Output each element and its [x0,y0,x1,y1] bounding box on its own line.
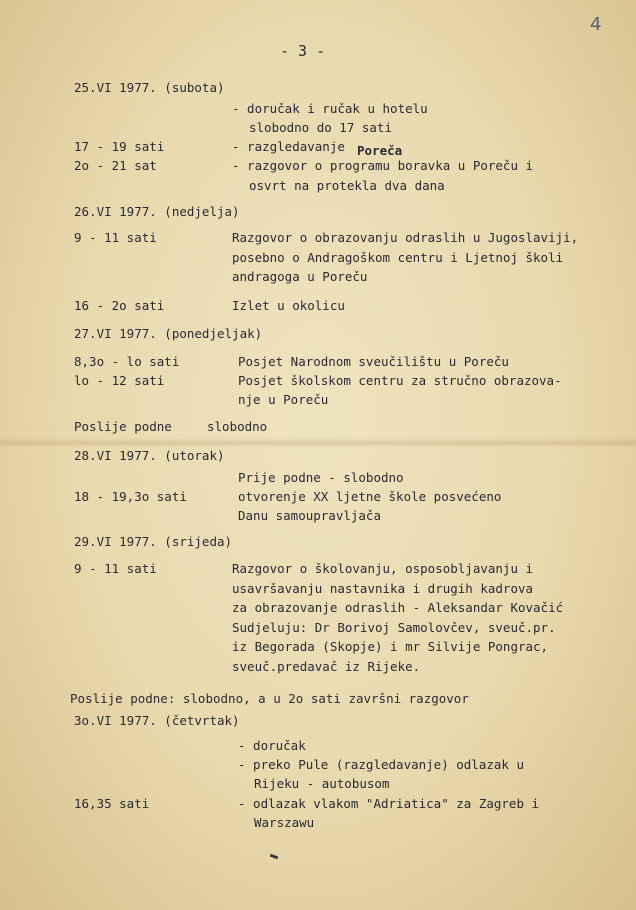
date-heading-29-vi: 29.VI 1977. (srijeda) [74,534,233,549]
agenda-line: slobodno [207,419,268,434]
time-cell: 2o - 21 sat [74,158,157,173]
corner-page-mark: 4 [590,14,602,35]
time-cell: 16 - 2o sati [74,298,165,313]
time-cell: 16,35 sati [74,796,150,811]
agenda-line: Rijeku - autobusom [254,776,390,791]
agenda-line: nje u Poreču [238,392,329,407]
date-heading-25-vi: 25.VI 1977. (subota) [74,80,225,95]
agenda-line: za obrazovanje odraslih - Aleksandar Kovačić [232,600,564,615]
date-heading-28-vi: 28.VI 1977. (utorak) [74,448,225,463]
time-cell: 17 - 19 sati [74,139,165,154]
agenda-line: Sudjeluju: Dr Borivoj Samolovčev, sveuč.pr. [232,620,556,635]
agenda-line: - doručak i ručak u hotelu [232,101,428,116]
agenda-line: iz Begorada (Skopje) i mr Silvije Pongrac, [232,639,549,654]
agenda-line: Poslije podne: slobodno, a u 2o sati završni razgovor [70,691,469,706]
agenda-line: usavršavanju nastavnika i drugih kadrova [232,581,534,596]
agenda-line: - preko Pule (razgledavanje) odlazak u [238,757,524,772]
agenda-line: osvrt na protekla dva dana [249,178,445,193]
agenda-line: slobodno do 17 sati [249,120,392,135]
agenda-line: - razgledavanje [232,139,345,154]
agenda-line: sveuč.predavač iz Rijeke. [232,659,421,674]
agenda-line: - razgovor o programu boravka u Poreču i [232,158,534,173]
agenda-line: Razgovor o obrazovanju odraslih u Jugoslaviji, [232,230,579,245]
agenda-line: posebno o Andragoškom centru i Ljetnoj školi [232,250,564,265]
agenda-line: Posjet školskom centru za stručno obrazova- [238,373,562,388]
agenda-line-bold: Poreča [357,143,403,158]
time-cell: 18 - 19,3o sati [74,489,187,504]
agenda-line: Izlet u okolicu [232,298,345,313]
date-heading-30-vi: 3o.VI 1977. (četvrtak) [74,713,240,728]
time-cell: lo - 12 sati [74,373,165,388]
date-heading-27-vi: 27.VI 1977. (ponedjeljak) [74,326,263,341]
agenda-line: - doručak [238,738,306,753]
agenda-line: Poslije podne [74,419,172,434]
agenda-line: otvorenje XX ljetne škole posvećeno [238,489,502,504]
agenda-line: - odlazak vlakom "Adriatica" za Zagreb i [238,796,540,811]
agenda-line: Danu samoupravljača [238,508,381,523]
agenda-line: Razgovor o školovanju, osposobljavanju i [232,561,534,576]
agenda-line: Warszawu [254,815,315,830]
date-heading-26-vi: 26.VI 1977. (nedjelja) [74,204,240,219]
time-cell: 8,3o - lo sati [74,354,180,369]
ink-mark [270,854,279,860]
agenda-line: Posjet Narodnom sveučilištu u Poreču [238,354,509,369]
page-number: - 3 - [280,42,326,60]
agenda-line: Prije podne - slobodno [238,470,404,485]
agenda-line: andragoga u Poreču [232,269,368,284]
time-cell: 9 - 11 sati [74,561,157,576]
time-cell: 9 - 11 sati [74,230,157,245]
